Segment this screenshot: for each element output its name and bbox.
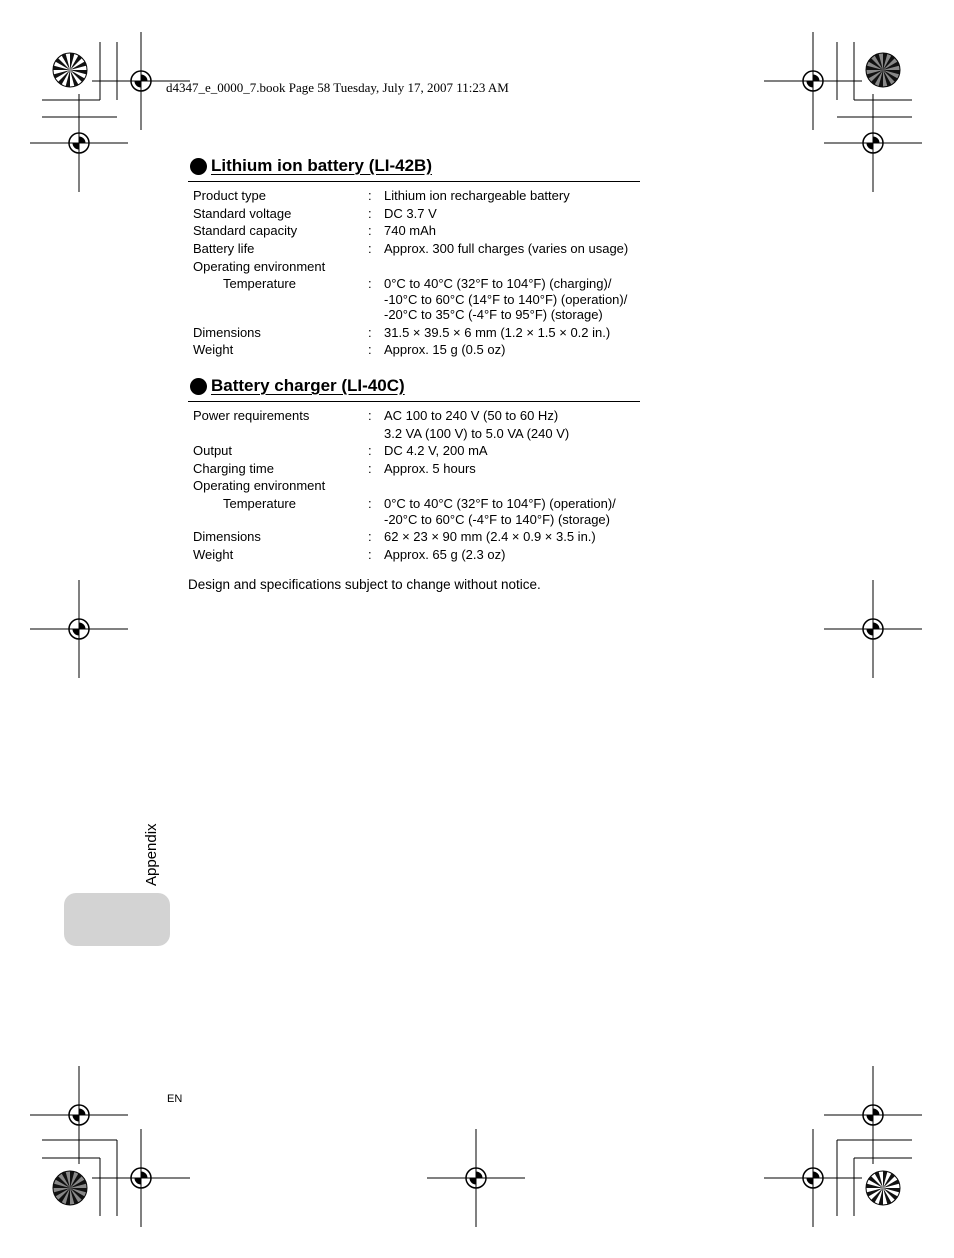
spec-colon: : (368, 276, 372, 291)
registration-target-icon (764, 32, 862, 130)
spec-value: -20°C to 35°C (-4°F to 95°F) (storage) (384, 307, 603, 322)
spec-colon: : (368, 325, 372, 340)
spec-value: -20°C to 60°C (-4°F to 140°F) (storage) (384, 512, 610, 527)
charger-title-text: Battery charger (LI-40C) (211, 376, 405, 395)
spec-colon: : (368, 461, 372, 476)
spec-value: 740 mAh (384, 223, 437, 238)
battery-section-title (190, 156, 432, 176)
bullet-icon (190, 158, 207, 175)
bullet-icon (190, 378, 207, 395)
starburst-icon (53, 53, 87, 87)
spec-colon: : (368, 408, 372, 423)
spec-value: 0°C to 40°C (32°F to 104°F) (operation)/ (384, 496, 616, 511)
spec-label: Output (193, 443, 233, 458)
starburst-icon (866, 53, 900, 87)
spec-label: Operating environment (193, 478, 326, 493)
side-tab-label (140, 808, 164, 886)
spec-colon: : (368, 496, 372, 511)
spec-label: Standard capacity (193, 223, 298, 238)
language-code: EN (167, 1093, 183, 1105)
charger-title-rule (188, 401, 640, 402)
spec-colon: : (368, 443, 372, 458)
spec-label: Operating environment (193, 259, 326, 274)
spec-colon: : (368, 223, 372, 238)
spec-value: DC 3.7 V (384, 206, 437, 221)
spec-label: Temperature (223, 276, 296, 291)
registration-target-icon (427, 1129, 525, 1227)
spec-label: Standard voltage (193, 206, 292, 221)
spec-colon: : (368, 342, 372, 357)
spec-label: Product type (193, 188, 266, 203)
spec-value: Lithium ion rechargeable battery (384, 188, 570, 203)
spec-value: Approx. 65 g (2.3 oz) (384, 547, 506, 562)
spec-value: Approx. 300 full charges (varies on usage) (384, 241, 629, 256)
spec-label: Dimensions (193, 325, 261, 340)
registration-target-icon (92, 1129, 190, 1227)
spec-label: Power requirements (193, 408, 310, 423)
registration-target-icon (764, 1129, 862, 1227)
spec-label: Temperature (223, 496, 296, 511)
spec-label: Dimensions (193, 529, 261, 544)
starburst-icon (53, 1171, 87, 1205)
footnote: Design and specifications subject to change without notice. (188, 577, 541, 592)
spec-value: -10°C to 60°C (14°F to 140°F) (operation)/ (384, 292, 628, 307)
registration-target-icon (824, 1066, 922, 1164)
spec-label: Weight (193, 547, 234, 562)
spec-colon: : (368, 206, 372, 221)
registration-target-icon (30, 1066, 128, 1164)
spec-colon: : (368, 241, 372, 256)
battery-title-rule (188, 181, 640, 182)
side-tab (64, 893, 170, 946)
registration-target-icon (30, 580, 128, 678)
spec-value: AC 100 to 240 V (50 to 60 Hz) (384, 408, 559, 423)
starburst-icon (866, 1171, 900, 1205)
registration-target-icon (824, 94, 922, 192)
print-header: d4347_e_0000_7.book Page 58 Tuesday, July 17, 2007 11:23 AM (166, 80, 509, 95)
spec-value: DC 4.2 V, 200 mA (384, 443, 488, 458)
spec-value: Approx. 5 hours (384, 461, 476, 476)
registration-target-icon (30, 94, 128, 192)
spec-colon: : (368, 188, 372, 203)
spec-label: Charging time (193, 461, 274, 476)
spec-colon: : (368, 529, 372, 544)
spec-value: 0°C to 40°C (32°F to 104°F) (charging)/ (384, 276, 612, 291)
spec-label: Battery life (193, 241, 255, 256)
spec-colon: : (368, 547, 372, 562)
spec-value: Approx. 15 g (0.5 oz) (384, 342, 506, 357)
spec-value: 62 × 23 × 90 mm (2.4 × 0.9 × 3.5 in.) (384, 529, 596, 544)
side-tab-label-text: Appendix (143, 823, 160, 886)
charger-section-title (190, 376, 405, 396)
battery-title-text: Lithium ion battery (LI-42B) (211, 156, 432, 175)
spec-value: 3.2 VA (100 V) to 5.0 VA (240 V) (384, 426, 570, 441)
spec-label: Weight (193, 342, 234, 357)
registration-target-icon (824, 580, 922, 678)
spec-value: 31.5 × 39.5 × 6 mm (1.2 × 1.5 × 0.2 in.) (384, 325, 611, 340)
